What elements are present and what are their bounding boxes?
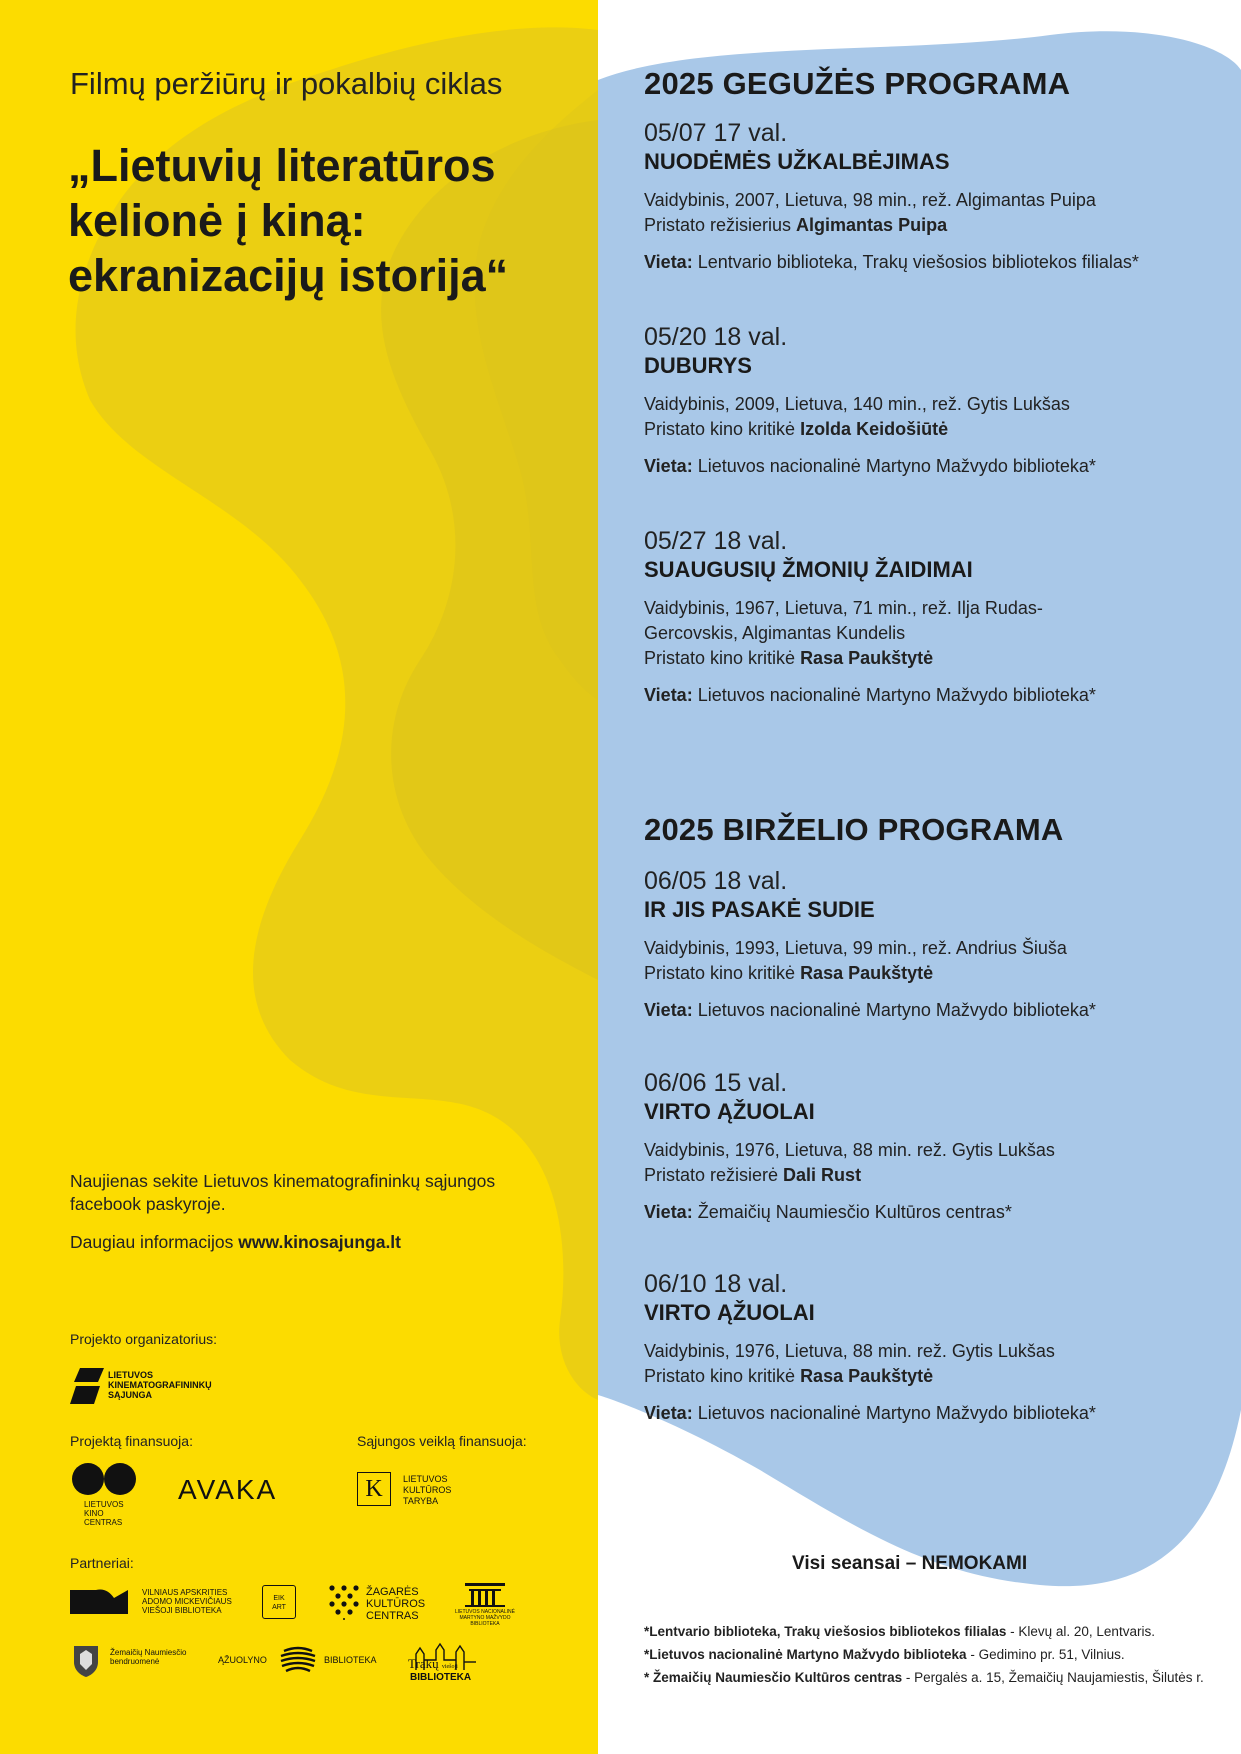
event-info (644, 188, 1224, 238)
coat-of-arms-icon (72, 1644, 100, 1678)
logo-text-line: LIETUVOS (403, 1474, 448, 1484)
venue-text: Lietuvos nacionalinė Martyno Mažvydo biblioteka* (692, 685, 1096, 705)
event-venue (644, 1200, 1224, 1225)
event-datetime: 06/05 18 val. (644, 867, 788, 895)
event-presenter (644, 1364, 1224, 1389)
event-venue (644, 454, 1224, 479)
event-card (644, 1068, 1224, 1225)
logo-text-line: KINO (84, 1509, 104, 1518)
event-presenter (644, 961, 1224, 986)
june-program-title: 2025 BIRŽELIO PROGRAMA (644, 812, 1064, 847)
logo-text-line: BIBLIOTEKA (324, 1655, 377, 1665)
event-card (644, 866, 1224, 1023)
presenter-prefix: Pristato režisierius (644, 215, 797, 235)
logo-text-line: CENTRAS (366, 1610, 419, 1622)
event-card (644, 526, 1224, 708)
event-name: SUAUGUSIŲ ŽMONIŲ ŽAIDIMAI (644, 557, 973, 582)
presenter-prefix: Pristato kino kritikė (644, 963, 801, 983)
note-venue-name: *Lentvario biblioteka, Trakų viešosios bibliotekos filialas (644, 1624, 1007, 1639)
venue-label: Vieta: (644, 685, 693, 705)
logo-text-line: bendruomenė (110, 1657, 160, 1666)
event-presenter (644, 1163, 1224, 1188)
venue-label: Vieta: (644, 1202, 693, 1222)
event-info-line: Vaidybinis, 1976, Lietuva, 88 min. rež. Gytis Lukšas (644, 1140, 1055, 1160)
event-name: VIRTO ĄŽUOLAI (644, 1099, 815, 1124)
logo-text-line: Trakų (408, 1656, 439, 1671)
note-venue-name: *Lietuvos nacionalinė Martyno Mažvydo biblioteka (644, 1647, 967, 1662)
logo-text-line: VIEŠOJI BIBLIOTEKA (142, 1606, 222, 1615)
lkc-logo (70, 1462, 140, 1532)
presenter-name: Dali Rust (783, 1165, 862, 1185)
event-info-line: Vaidybinis, 2009, Lietuva, 140 min., rež. Gytis Lukšas (644, 394, 1070, 414)
presenter-prefix: Pristato kino kritikė (644, 648, 801, 668)
note-address: - Klevų al. 20, Lentvaris. (1006, 1624, 1155, 1639)
event-info-line: Vaidybinis, 2007, Lietuva, 98 min., rež. Algimantas Puipa (644, 190, 1096, 210)
presenter-prefix: Pristato kino kritikė (644, 1366, 801, 1386)
lks-logo-icon (70, 1368, 104, 1406)
title-line: ekranizacijų istorija“ (68, 250, 509, 301)
title-line: „Lietuvių literatūros (68, 140, 496, 191)
lnb-logo (450, 1581, 520, 1627)
logo-text-line: SĄJUNGA (108, 1390, 153, 1400)
event-info-line: Gercovskis, Algimantas Kundelis (644, 623, 906, 643)
event-info (644, 936, 1224, 986)
event-datetime: 05/20 18 val. (644, 323, 788, 351)
event-name: IR JIS PASAKĖ SUDIE (644, 897, 875, 922)
logo-text-line: KULTŪROS (366, 1598, 426, 1610)
logo-text-line: viešoji (441, 1664, 458, 1670)
logo-text-line: MARTYNO MAŽVYDO (459, 1615, 511, 1621)
venue-text: Lietuvos nacionalinė Martyno Mažvydo biblioteka* (692, 1000, 1096, 1020)
event-card (644, 322, 1224, 479)
union-funded-label: Sąjungos veiklą finansuoja: (357, 1433, 527, 1449)
event-info (644, 1138, 1224, 1188)
dots-logo-icon (328, 1584, 360, 1620)
presenter-name: Rasa Paukštytė (800, 963, 934, 983)
venue-notes (644, 1620, 1234, 1689)
library-building-icon (463, 1581, 507, 1607)
event-presenter (644, 417, 1224, 442)
logo-text-line: Žemaičių Naumiesčio (110, 1648, 187, 1657)
stripes-logo-icon (280, 1645, 316, 1673)
ltkt-logo (357, 1472, 477, 1514)
vapmvb-logo (70, 1588, 240, 1618)
follow-text: Naujienas sekite Lietuvos kinematografininkų sąjungos facebook paskyroje. (70, 1171, 496, 1214)
page-title (68, 138, 588, 303)
funded-label: Projektą finansuoja: (70, 1433, 193, 1449)
event-info (644, 392, 1224, 442)
logo-text-line: VILNIAUS APSKRITIES (142, 1588, 228, 1597)
azuolyno-logo (218, 1645, 388, 1675)
venue-text: Žemaičių Naumiesčio Kultūros centras* (692, 1202, 1012, 1222)
event-presenter (644, 646, 1224, 671)
logo-text-line: LIETUVOS (84, 1500, 124, 1509)
logo-text-line: TARYBA (403, 1496, 439, 1506)
venue-text: Lietuvos nacionalinė Martyno Mažvydo biblioteka* (692, 1403, 1096, 1423)
note-address: - Gedimino pr. 51, Vilnius. (966, 1647, 1125, 1662)
lkc-logo-icon (72, 1462, 138, 1496)
more-info (70, 1232, 401, 1253)
logo-text-line: LIETUVOS (108, 1370, 154, 1380)
may-program-title: 2025 GEGUŽĖS PROGRAMA (644, 66, 1071, 101)
logo-text-line: ART (272, 1604, 286, 1611)
eik-art-logo (262, 1585, 296, 1619)
event-name: NUODĖMĖS UŽKALBĖJIMAS (644, 149, 950, 174)
event-name: VIRTO ĄŽUOLAI (644, 1300, 815, 1325)
event-name: DUBURYS (644, 353, 752, 378)
event-datetime: 06/10 18 val. (644, 1270, 788, 1298)
event-info (644, 596, 1224, 671)
note-venue-name: * Žemaičių Naumiesčio Kultūros centras (644, 1670, 903, 1685)
venue-label: Vieta: (644, 252, 693, 272)
venue-label: Vieta: (644, 456, 693, 476)
event-presenter (644, 213, 1224, 238)
logo-text-line: ĄŽUOLYNO (218, 1655, 267, 1665)
organizer-logo (70, 1368, 220, 1408)
zemaiciu-logo (72, 1644, 202, 1680)
event-datetime: 06/06 15 val. (644, 1069, 788, 1097)
zagares-logo (328, 1584, 438, 1624)
event-info-line: Vaidybinis, 1976, Lietuva, 88 min. rež. Gytis Lukšas (644, 1341, 1055, 1361)
presenter-name: Rasa Paukštytė (800, 648, 934, 668)
event-info (644, 1339, 1224, 1389)
logo-text-line: KINEMATOGRAFININKŲ (108, 1380, 212, 1390)
logo-text-line: BIBLIOTEKA (470, 1621, 500, 1627)
avaka-logo: AVAKA (178, 1474, 278, 1505)
presenter-prefix: Pristato kino kritikė (644, 419, 801, 439)
event-venue (644, 998, 1224, 1023)
presenter-name: Izolda Keidošiūtė (800, 419, 949, 439)
series-subtitle: Filmų peržiūrų ir pokalbių ciklas (70, 66, 503, 101)
organizer-label: Projekto organizatorius: (70, 1331, 218, 1347)
event-venue (644, 683, 1224, 708)
event-card (644, 1269, 1224, 1426)
trakai-logo (406, 1640, 482, 1684)
partners-label: Partneriai: (70, 1555, 134, 1571)
k-logo-icon: K (357, 1472, 391, 1506)
venue-label: Vieta: (644, 1000, 693, 1020)
free-admission-text: Visi seansai – NEMOKAMI (792, 1553, 1028, 1574)
venue-note (644, 1666, 1234, 1689)
venue-note (644, 1620, 1234, 1643)
presenter-name: Rasa Paukštytė (800, 1366, 934, 1386)
logo-text-line: ADOMO MICKEVIČIAUS (142, 1597, 232, 1606)
more-info-label: Daugiau informacijos (70, 1232, 234, 1252)
logo-text-line: CENTRAS (84, 1518, 123, 1527)
event-datetime: 05/07 17 val. (644, 119, 788, 147)
logo-text-line: EIK (273, 1595, 285, 1602)
presenter-prefix: Pristato režisierė (644, 1165, 784, 1185)
venue-note (644, 1643, 1234, 1666)
logo-text-line: BIBLIOTEKA (410, 1672, 472, 1683)
logo-text-line: KULTŪROS (403, 1485, 452, 1495)
event-venue (644, 250, 1224, 275)
event-card (644, 118, 1224, 275)
title-line: kelionė į kiną: (68, 195, 366, 246)
venue-text: Lietuvos nacionalinė Martyno Mažvydo biblioteka* (692, 456, 1096, 476)
logo-text-line: ŽAGARĖS (366, 1586, 419, 1598)
website-link[interactable]: www.kinosajunga.lt (238, 1232, 402, 1252)
venue-text: Lentvario biblioteka, Trakų viešosios bibliotekos filialas* (692, 252, 1139, 272)
note-address: - Pergalės a. 15, Žemaičių Naujamiestis, Šilutės r. (902, 1670, 1204, 1685)
event-datetime: 05/27 18 val. (644, 527, 788, 555)
book-logo-icon (70, 1588, 128, 1614)
event-info-line: Vaidybinis, 1993, Lietuva, 99 min., rež. Andrius Šiuša (644, 938, 1067, 958)
logo-text-line: LIETUVOS NACIONALINĖ (454, 1609, 515, 1615)
event-info-line: Vaidybinis, 1967, Lietuva, 71 min., rež. Ilja Rudas- (644, 598, 1043, 618)
venue-label: Vieta: (644, 1403, 693, 1423)
event-venue (644, 1401, 1224, 1426)
presenter-name: Algimantas Puipa (796, 215, 948, 235)
